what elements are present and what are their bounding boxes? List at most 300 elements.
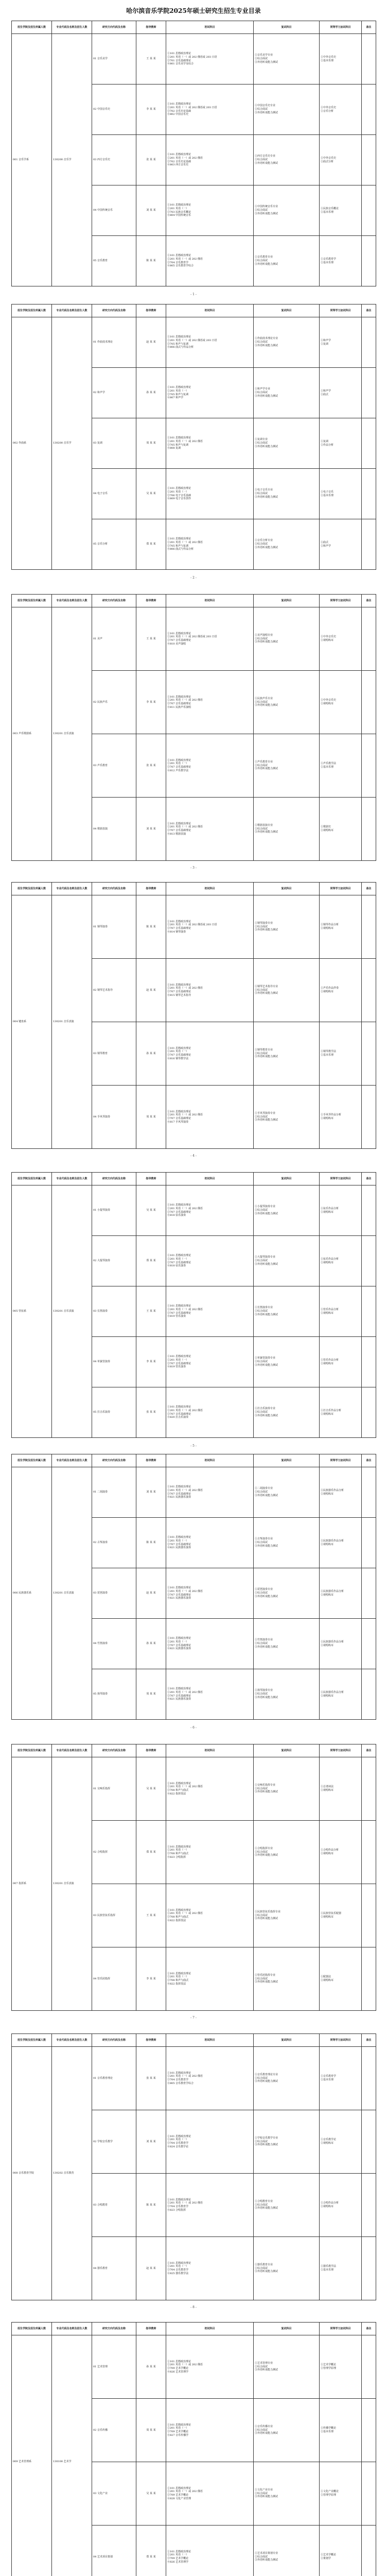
supervisor-cell: 吴 某 某 [136, 469, 166, 519]
header-code: 专业代码及名称及招生人数 [52, 595, 92, 607]
retest-cell: ①学校音乐教学专业 ②综合面试 ③外语听说能力测试 [254, 2110, 320, 2174]
exam-cell: ①101 思想政治理论 ②201 英语（一）或 202 俄语 ③707 音乐基础理论 ④820 打击乐演奏 [166, 1387, 254, 1438]
retest-cell: ①合唱指挥专业 ②综合面试 ③外语听说能力测试 [254, 1821, 320, 1884]
remark-cell [362, 1757, 376, 1821]
supervisor-cell: 周 某 某 [136, 1086, 166, 1149]
header-exam: 初试科目 [166, 2323, 254, 2335]
exam-cell: ①101 思想政治理论 ②201 英语（一）或 202 俄语 ③707 音乐基础理论 ④813 歌剧表演 [166, 798, 254, 861]
exam-cell: ①101 思想政治理论 ②201 英语（一） ③709 艺术学概论 ④826 艺术管理学 [166, 2526, 254, 2576]
exam-cell: ①101 思想政治理论 ②201 英语（一）或 202 俄语或 203 日语 ③702 音乐史论基础 ④802 中国音乐史 [166, 84, 254, 135]
table-header-row [12, 595, 376, 607]
note-cell: ①中外音乐史 ②曲式分析 [320, 135, 362, 185]
retest-cell: ①竹笛演奏专业 ②综合面试 ③外语听说能力测试 [254, 1619, 320, 1669]
catalog-table [11, 21, 376, 286]
header-direction: 研究方向代码及名称 [92, 1454, 136, 1467]
header-supervisor: 指导教师 [136, 21, 166, 34]
page-number: - 3 - [190, 866, 197, 870]
table-header-row [12, 1173, 376, 1185]
remark-cell [362, 734, 376, 798]
header-code: 专业代码及名称及招生人数 [52, 883, 92, 895]
note-cell: ①民族器乐作品分析 ②视唱练耳 [320, 1619, 362, 1669]
remark-cell [362, 1518, 376, 1568]
major-cell: 130100 艺术学 [52, 2335, 92, 2576]
header-unit: 招生学院及招生所属人数 [12, 1744, 52, 1757]
catalog-table [11, 304, 376, 570]
page-number: - 5 - [190, 1444, 197, 1448]
header-direction: 研究方向代码及名称 [92, 1173, 136, 1185]
supervisor-cell: 刘 某 某 [136, 798, 166, 861]
header-supervisor: 指导教师 [136, 2323, 166, 2335]
remark-cell [362, 1387, 376, 1438]
exam-cell: ①101 思想政治理论 ②201 英语（一） ③703 民族音乐概论 ④804 中国传统音乐 [166, 185, 254, 236]
unit-cell: 004 键盘系 [12, 895, 52, 1149]
supervisor-cell: 张 某 某 [136, 734, 166, 798]
header-direction: 研究方向代码及名称 [92, 304, 136, 317]
header-supervisor: 指导教师 [136, 595, 166, 607]
exam-cell: ①101 思想政治理论 ②201 英语（一）或 202 俄语 ③708 和声与曲式 ④822 指挥技法 [166, 1757, 254, 1821]
header-retest: 复试科目 [254, 2034, 320, 2047]
page-number: - 1 - [190, 293, 197, 296]
exam-cell: ①101 思想政治理论 ②201 英语（一）或 202 俄语 ③707 音乐基础理论 ④818 弦乐演奏 [166, 1185, 254, 1236]
unit-cell: 001 音乐学系 [12, 34, 52, 286]
supervisor-cell: 陈 某 某 [136, 236, 166, 286]
note-cell: ①和声学 ②复调 [320, 317, 362, 368]
supervisor-cell: 赵 某 某 [136, 1568, 166, 1619]
remark-cell [362, 84, 376, 135]
note-cell: ①音乐教育学 ②基本乐理 [320, 236, 362, 286]
direction-cell: 02 合唱指挥 [92, 1821, 136, 1884]
supervisor-cell: 周 某 某 [136, 2399, 166, 2462]
header-exam: 初试科目 [166, 1173, 254, 1185]
header-exam: 初试科目 [166, 595, 254, 607]
supervisor-cell: 李 某 某 [136, 84, 166, 135]
retest-cell: ①作曲技术理论专业 ②综合面试 ③外语听说能力测试 [254, 317, 320, 368]
catalog-table [11, 2322, 376, 2576]
supervisor-cell: 孙 某 某 [136, 1619, 166, 1669]
table-row [12, 1757, 376, 1821]
supervisor-cell: 李 某 某 [136, 671, 166, 734]
remark-cell [362, 1286, 376, 1337]
note-cell: ①民族器乐作品分析 ②视唱练耳 [320, 1568, 362, 1619]
direction-cell: 04 艺术项目策划 [92, 2526, 136, 2576]
supervisor-cell: 孙 某 某 [136, 1022, 166, 1086]
major-cell: 130201 音乐表演 [52, 607, 92, 861]
header-code: 专业代码及名称及招生人数 [52, 2034, 92, 2047]
direction-cell: 02 钢琴艺术指导 [92, 959, 136, 1022]
header-code: 专业代码及名称及招生人数 [52, 1744, 92, 1757]
remark-cell [362, 1236, 376, 1286]
retest-cell: ①西方音乐史专业 ②综合面试 ③外语听说能力测试 [254, 135, 320, 185]
retest-cell: ①美声演唱专业 ②综合面试 ③外语听说能力测试 [254, 607, 320, 671]
major-cell: 130201 音乐表演 [52, 1757, 92, 2011]
note-cell: ①手风琴作品分析 ②视唱练耳 [320, 1086, 362, 1149]
note-cell: ①中外音乐史 ②基本乐理 [320, 34, 362, 84]
retest-cell: ①钢琴教育专业 ②综合面试 ③外语听说能力测试 [254, 1022, 320, 1086]
retest-cell: ①和声学专业 ②综合面试 ③外语听说能力测试 [254, 368, 320, 418]
exam-cell: ①101 思想政治理论 ②201 英语（一）或 202 俄语 ③708 和声与曲式 ④822 指挥技法 [166, 1884, 254, 1947]
direction-cell: 01 音乐教育理论 [92, 2047, 136, 2110]
direction-cell: 03 合唱教育 [92, 2174, 136, 2237]
remark-cell [362, 2399, 376, 2462]
header-remark: 备注 [362, 2323, 376, 2335]
supervisor-cell: 吴 某 某 [136, 2462, 166, 2526]
header-unit: 招生学院及招生所属人数 [12, 21, 52, 34]
header-exam: 初试科目 [166, 883, 254, 895]
retest-cell: ①交响乐指挥专业 ②综合面试 ③外语听说能力测试 [254, 1757, 320, 1821]
supervisor-cell: 张 某 某 [136, 2047, 166, 2110]
retest-cell: ①琵琶演奏专业 ②综合面试 ③外语听说能力测试 [254, 1568, 320, 1619]
retest-cell: ①音乐教育理论专业 ②综合面试 ③外语听说能力测试 [254, 2047, 320, 2110]
header-code: 专业代码及名称及招生人数 [52, 304, 92, 317]
exam-cell: ①101 思想政治理论 ②201 英语（一） ③707 音乐基础理论 ④821 民族器乐演奏 [166, 1518, 254, 1568]
retest-cell: ①电子音乐专业 ②综合面试 ③外语听说能力测试 [254, 469, 320, 519]
catalog-table [11, 1172, 376, 1438]
note-cell: ①声乐作品伴奏 ②视唱练耳 [320, 959, 362, 1022]
retest-cell: ①复调专业 ②综合面试 ③外语听说能力测试 [254, 418, 320, 469]
note-cell: ①管乐作品分析 ②视唱练耳 [320, 1286, 362, 1337]
remark-cell [362, 1467, 376, 1518]
retest-cell: ①小提琴演奏专业 ②综合面试 ③外语听说能力测试 [254, 1185, 320, 1236]
table-header-row [12, 2034, 376, 2047]
header-note: 同等学力加试科目 [320, 21, 362, 34]
supervisor-cell: 张 某 某 [136, 135, 166, 185]
note-cell: ①艺术学概论 ②策划学 [320, 2526, 362, 2576]
remark-cell [362, 2047, 376, 2110]
supervisor-cell: 王 某 某 [136, 1884, 166, 1947]
header-remark: 备注 [362, 21, 376, 34]
header-retest: 复试科目 [254, 21, 320, 34]
exam-cell: ①101 思想政治理论 ②201 英语（一） ③707 音乐基础理论 ④818 弦乐演奏 [166, 1236, 254, 1286]
direction-cell: 01 二胡演奏 [92, 1467, 136, 1518]
header-retest: 复试科目 [254, 1173, 320, 1185]
note-cell: ①艺术学概论 ②管理学原理 [320, 2335, 362, 2399]
direction-cell: 03 复调 [92, 418, 136, 469]
direction-cell: 03 琵琶演奏 [92, 1568, 136, 1619]
supervisor-cell: 李 某 某 [136, 1337, 166, 1387]
header-note: 同等学力加试科目 [320, 883, 362, 895]
supervisor-cell: 周 某 某 [136, 1669, 166, 1720]
note-cell: ①弦乐作品分析 ②视唱练耳 [320, 1185, 362, 1236]
remark-cell [362, 671, 376, 734]
note-cell: ①民族器乐作品分析 ②视唱练耳 [320, 1467, 362, 1518]
remark-cell [362, 469, 376, 519]
supervisor-cell: 孙 某 某 [136, 2335, 166, 2399]
direction-cell: 04 单簧管演奏 [92, 1337, 136, 1387]
retest-cell: ①长笛演奏专业 ②综合面试 ③外语听说能力测试 [254, 1286, 320, 1337]
header-code: 专业代码及名称及招生人数 [52, 21, 92, 34]
note-cell: ①音乐教学论 ②视唱练耳 [320, 2110, 362, 2174]
retest-cell: ①打击乐演奏专业 ②综合面试 ③外语听说能力测试 [254, 1387, 320, 1438]
exam-cell: ①101 思想政治理论 ②201 英语（一） ③709 艺术学概论 ④827 音乐传播学 [166, 2399, 254, 2462]
direction-cell: 02 和声学 [92, 368, 136, 418]
table-header-row [12, 1454, 376, 1467]
supervisor-cell: 张 某 某 [136, 1387, 166, 1438]
note-cell: ①复调 ②作品分析 [320, 418, 362, 469]
table-row [12, 2047, 376, 2110]
table-row [12, 2335, 376, 2399]
header-unit: 招生学院及招生所属人数 [12, 2034, 52, 2047]
retest-cell: ①中国音乐史专业 ②综合面试 ③外语听说能力测试 [254, 84, 320, 135]
catalog-table [11, 1454, 376, 1720]
header-supervisor: 指导教师 [136, 1454, 166, 1467]
retest-cell: ①音乐传播专业 ②综合面试 ③外语听说能力测试 [254, 2399, 320, 2462]
table-header-row [12, 21, 376, 34]
remark-cell [362, 1568, 376, 1619]
supervisor-cell: 王 某 某 [136, 607, 166, 671]
supervisor-cell: 陈 某 某 [136, 2174, 166, 2237]
header-remark: 备注 [362, 883, 376, 895]
note-cell: ①民族器乐作品分析 ②视唱练耳 [320, 1518, 362, 1568]
note-cell: ①歌剧史 ②视唱练耳 [320, 798, 362, 861]
retest-cell: ①音乐美学专业 ②综合面试 ③外语听说能力测试 [254, 34, 320, 84]
page-number: - 7 - [190, 2016, 197, 2020]
header-code: 专业代码及名称及招生人数 [52, 1454, 92, 1467]
unit-cell: 007 指挥系 [12, 1757, 52, 2011]
catalog-table [11, 2033, 376, 2300]
page-number: - 6 - [190, 1726, 197, 1730]
direction-cell: 02 中国音乐史 [92, 84, 136, 135]
note-cell: ①和声学 ②曲式 [320, 368, 362, 418]
note-cell: ①传播学概论 ②基本乐理 [320, 2399, 362, 2462]
exam-cell: ①101 思想政治理论 ②201 英语（一） ③707 音乐基础理论 ④812 声乐教学法 [166, 734, 254, 798]
exam-cell: ①101 思想政治理论 ②201 英语（一）或 202 俄语 ③707 音乐基础理论 ④817 手风琴演奏 [166, 1086, 254, 1149]
header-unit: 招生学院及招生所属人数 [12, 1454, 52, 1467]
exam-cell: ①101 思想政治理论 ②201 英语（一）或 202 俄语 ③707 音乐基础理论 ④821 民族器乐演奏 [166, 1568, 254, 1619]
exam-cell: ①101 思想政治理论 ②201 英语（一） ③705 和声与复调 ④807 和声学 [166, 368, 254, 418]
unit-cell: 002 作曲系 [12, 317, 52, 570]
exam-cell: ①101 思想政治理论 ②201 英语（一）或 202 俄语 ③704 音乐教育学 ④805 音乐教育学综合 [166, 236, 254, 286]
retest-cell: ①文化产业专业 ②综合面试 ③外语听说能力测试 [254, 2462, 320, 2526]
header-remark: 备注 [362, 2034, 376, 2047]
page-number: - 2 - [190, 576, 197, 580]
header-direction: 研究方向代码及名称 [92, 2034, 136, 2047]
direction-cell: 02 古筝演奏 [92, 1518, 136, 1568]
header-direction: 研究方向代码及名称 [92, 883, 136, 895]
retest-cell: ①民族管弦乐指挥专业 ②综合面试 ③外语听说能力测试 [254, 1884, 320, 1947]
remark-cell [362, 135, 376, 185]
header-note: 同等学力加试科目 [320, 2034, 362, 2047]
direction-cell: 03 西方音乐史 [92, 135, 136, 185]
note-cell: ①管乐作品分析 ②视唱练耳 [320, 1337, 362, 1387]
table-header-row [12, 1744, 376, 1757]
exam-cell: ①101 思想政治理论 ②201 英语（一） ③707 音乐基础理论 ④821 民族器乐演奏 [166, 1619, 254, 1669]
remark-cell [362, 2237, 376, 2300]
header-retest: 复试科目 [254, 1454, 320, 1467]
header-note: 同等学力加试科目 [320, 1454, 362, 1467]
header-unit: 招生学院及招生所属人数 [12, 595, 52, 607]
header-supervisor: 指导教师 [136, 883, 166, 895]
exam-cell: ①101 思想政治理论 ②201 英语（一） ③704 音乐教育学 ④824 音乐教学论 [166, 2110, 254, 2174]
direction-cell: 02 学校音乐教学 [92, 2110, 136, 2174]
note-cell: ①文化产业概论 ②管理学原理 [320, 2462, 362, 2526]
retest-cell: ①民族声乐专业 ②综合面试 ③外语听说能力测试 [254, 671, 320, 734]
table-header-row [12, 304, 376, 317]
remark-cell [362, 607, 376, 671]
supervisor-cell: 赵 某 某 [136, 2237, 166, 2300]
retest-cell: ①扬琴演奏专业 ②综合面试 ③外语听说能力测试 [254, 1669, 320, 1720]
header-retest: 复试科目 [254, 2323, 320, 2335]
direction-cell: 04 中国传统音乐 [92, 185, 136, 236]
exam-cell: ①101 思想政治理论 ②201 英语（一） ③706 电子音乐基础 ④809 电子音乐创作 [166, 469, 254, 519]
table-row [12, 895, 376, 959]
supervisor-cell: 赵 某 某 [136, 959, 166, 1022]
supervisor-cell: 陈 某 某 [136, 1518, 166, 1568]
supervisor-cell: 郑 某 某 [136, 1821, 166, 1884]
exam-cell: ①101 思想政治理论 ②201 英语（一）或 202 俄语 ③707 音乐基础理论 ④819 管乐演奏 [166, 1286, 254, 1337]
supervisor-cell: 王 某 某 [136, 34, 166, 84]
note-cell: ①合唱作品分析 ②视唱练耳 [320, 1821, 362, 1884]
direction-cell: 01 交响乐指挥 [92, 1757, 136, 1821]
catalog-table [11, 1744, 376, 2011]
direction-cell: 02 民族声乐 [92, 671, 136, 734]
table-row [12, 1467, 376, 1518]
remark-cell [362, 368, 376, 418]
direction-cell: 02 音乐传播 [92, 2399, 136, 2462]
retest-cell: ①合唱教育专业 ②综合面试 ③外语听说能力测试 [254, 2174, 320, 2237]
remark-cell [362, 2110, 376, 2174]
remark-cell [362, 2462, 376, 2526]
note-cell: ①民族音乐概论 ②基本乐理 [320, 185, 362, 236]
supervisor-cell: 吴 某 某 [136, 1757, 166, 1821]
header-remark: 备注 [362, 595, 376, 607]
header-unit: 招生学院及招生所属人数 [12, 883, 52, 895]
direction-cell: 03 声乐教育 [92, 734, 136, 798]
remark-cell [362, 1669, 376, 1720]
header-supervisor: 指导教师 [136, 1173, 166, 1185]
note-cell: ①钢琴教学法 ②基本乐理 [320, 1022, 362, 1086]
note-cell: ①中外音乐史 ②视唱练耳 [320, 671, 362, 734]
supervisor-cell: 赵 某 某 [136, 317, 166, 368]
header-exam: 初试科目 [166, 2034, 254, 2047]
page-title: 哈尔滨音乐学院2025年硕士研究生招生专业目录 [126, 7, 261, 14]
header-note: 同等学力加试科目 [320, 1744, 362, 1757]
retest-cell: ①艺术管理专业 ②综合面试 ③外语听说能力测试 [254, 2335, 320, 2399]
remark-cell [362, 519, 376, 570]
direction-cell: 01 钢琴演奏 [92, 895, 136, 959]
note-cell: ①中外音乐史 ②音乐分析 [320, 84, 362, 135]
major-cell: 130200 音乐学 [52, 34, 92, 286]
header-direction: 研究方向代码及名称 [92, 2323, 136, 2335]
retest-cell: ①中国传统音乐专业 ②综合面试 ③外语听说能力测试 [254, 185, 320, 236]
table-row [12, 317, 376, 368]
direction-cell: 04 手风琴演奏 [92, 1086, 136, 1149]
major-cell: 130201 音乐表演 [52, 895, 92, 1149]
remark-cell [362, 1022, 376, 1086]
major-cell: 130201 音乐表演 [52, 1185, 92, 1438]
direction-cell: 02 大提琴演奏 [92, 1236, 136, 1286]
remark-cell [362, 1821, 376, 1884]
direction-cell: 05 打击乐演奏 [92, 1387, 136, 1438]
exam-cell: ①101 思想政治理论 ②201 英语（一）或 202 俄语 ③707 音乐基础理论 ④811 民族声乐演唱 [166, 671, 254, 734]
header-exam: 初试科目 [166, 1744, 254, 1757]
remark-cell [362, 959, 376, 1022]
supervisor-cell: 郑 某 某 [136, 2526, 166, 2576]
direction-cell: 05 扬琴演奏 [92, 1669, 136, 1720]
supervisor-cell: 孙 某 某 [136, 368, 166, 418]
note-cell: ①合唱作品分析 ②视唱练耳 [320, 2174, 362, 2237]
header-direction: 研究方向代码及名称 [92, 21, 136, 34]
exam-cell: ①101 思想政治理论 ②201 英语（一） ③707 音乐基础理论 ④816 钢琴教学法 [166, 1022, 254, 1086]
header-code: 专业代码及名称及招生人数 [52, 2323, 92, 2335]
header-supervisor: 指导教师 [136, 304, 166, 317]
exam-cell: ①101 思想政治理论 ②201 英语（一）或 202 俄语或 203 日语 ③707 音乐基础理论 ④814 钢琴演奏 [166, 895, 254, 959]
direction-cell: 03 钢琴教育 [92, 1022, 136, 1086]
header-remark: 备注 [362, 304, 376, 317]
header-retest: 复试科目 [254, 595, 320, 607]
retest-cell: ①艺术项目策划专业 ②综合面试 ③外语听说能力测试 [254, 2526, 320, 2576]
table-row [12, 34, 376, 84]
supervisor-cell: 刘 某 某 [136, 185, 166, 236]
retest-cell: ①钢琴艺术指导专业 ②综合面试 ③外语听说能力测试 [254, 959, 320, 1022]
exam-cell: ①101 思想政治理论 ②201 英语（一） ③708 和声与曲式 ④823 合唱指挥 [166, 1821, 254, 1884]
major-cell: 130202 音乐教育 [52, 2047, 92, 2300]
direction-cell: 01 美声 [92, 607, 136, 671]
direction-cell: 04 竹笛演奏 [92, 1619, 136, 1669]
direction-cell: 04 器乐教育 [92, 2237, 136, 2300]
note-cell: ①打击乐作品分析 ②视唱练耳 [320, 1387, 362, 1438]
unit-cell: 003 声乐歌剧系 [12, 607, 52, 861]
supervisor-cell: 刘 某 某 [136, 2110, 166, 2174]
supervisor-cell: 李 某 某 [136, 1947, 166, 2011]
direction-cell: 01 小提琴演奏 [92, 1185, 136, 1236]
exam-cell: ①101 思想政治理论 ②201 英语（一）或 202 俄语 ③705 和声与复调 ④808 复调 [166, 418, 254, 469]
direction-cell: 01 作曲技术理论 [92, 317, 136, 368]
unit-cell: 008 音乐教育学院 [12, 2047, 52, 2300]
exam-cell: ①101 思想政治理论 ②201 英语（一）或 202 俄语 ③707 音乐基础理论 ④821 民族器乐演奏 [166, 1669, 254, 1720]
remark-cell [362, 236, 376, 286]
header-note: 同等学力加试科目 [320, 2323, 362, 2335]
note-cell: ①曲式 ②和声学 [320, 519, 362, 570]
supervisor-cell: 郑 某 某 [136, 1236, 166, 1286]
major-cell: 130201 音乐表演 [52, 1467, 92, 1720]
unit-cell: 009 艺术管理系 [12, 2335, 52, 2576]
note-cell: ①中外音乐史 ②视唱练耳 [320, 607, 362, 671]
direction-cell: 04 管乐团指挥 [92, 1947, 136, 2011]
exam-cell: ①101 思想政治理论 ②201 英语（一）或 202 俄语或 203 日语 ③701 音乐基础理论 ④801 音乐美学及综合 [166, 34, 254, 84]
exam-cell: ①101 思想政治理论 ②201 英语（一）或 202 俄语 ③704 音乐教育学 ④823 合唱指挥 [166, 2174, 254, 2237]
remark-cell [362, 2174, 376, 2237]
header-code: 专业代码及名称及招生人数 [52, 1173, 92, 1185]
direction-cell: 03 长笛演奏 [92, 1286, 136, 1337]
header-retest: 复试科目 [254, 1744, 320, 1757]
unit-cell: 006 民族器乐系 [12, 1467, 52, 1720]
note-cell: ①电子音乐 ②基本乐理 [320, 469, 362, 519]
note-cell: ①器乐教学法 ②基本乐理 [320, 2237, 362, 2300]
header-note: 同等学力加试科目 [320, 595, 362, 607]
remark-cell [362, 798, 376, 861]
page-number: - 4 - [190, 1154, 197, 1158]
retest-cell: ①古筝演奏专业 ②综合面试 ③外语听说能力测试 [254, 1518, 320, 1568]
exam-cell: ①101 思想政治理论 ②201 英语（一）或 202 俄语 ③705 和声与复调 ④806 曲式与作品分析 [166, 519, 254, 570]
note-cell: ①配器法 ②视唱练耳 [320, 1947, 362, 2011]
exam-cell: ①101 思想政治理论 ②201 英语（一）或 202 俄语 ③704 音乐教育学 ④805 音乐教育学综合 [166, 2047, 254, 2110]
header-supervisor: 指导教师 [136, 2034, 166, 2047]
exam-cell: ①101 思想政治理论 ②201 英语（一）或 202 俄语 ③707 音乐基础理论 ④821 民族器乐演奏 [166, 1467, 254, 1518]
direction-cell: 04 电子音乐 [92, 469, 136, 519]
remark-cell [362, 2526, 376, 2576]
header-supervisor: 指导教师 [136, 1744, 166, 1757]
remark-cell [362, 1337, 376, 1387]
header-remark: 备注 [362, 1744, 376, 1757]
table-row [12, 1185, 376, 1236]
direction-cell: 01 音乐美学 [92, 34, 136, 84]
header-note: 同等学力加试科目 [320, 1173, 362, 1185]
header-note: 同等学力加试科目 [320, 304, 362, 317]
retest-cell: ①手风琴演奏专业 ②综合面试 ③外语听说能力测试 [254, 1086, 320, 1149]
note-cell: ①弦乐作品分析 ②视唱练耳 [320, 1236, 362, 1286]
header-exam: 初试科目 [166, 304, 254, 317]
exam-cell: ①101 思想政治理论 ②201 英语（一）或 202 俄语 ③702 音乐史论基础 ④803 西方音乐史 [166, 135, 254, 185]
